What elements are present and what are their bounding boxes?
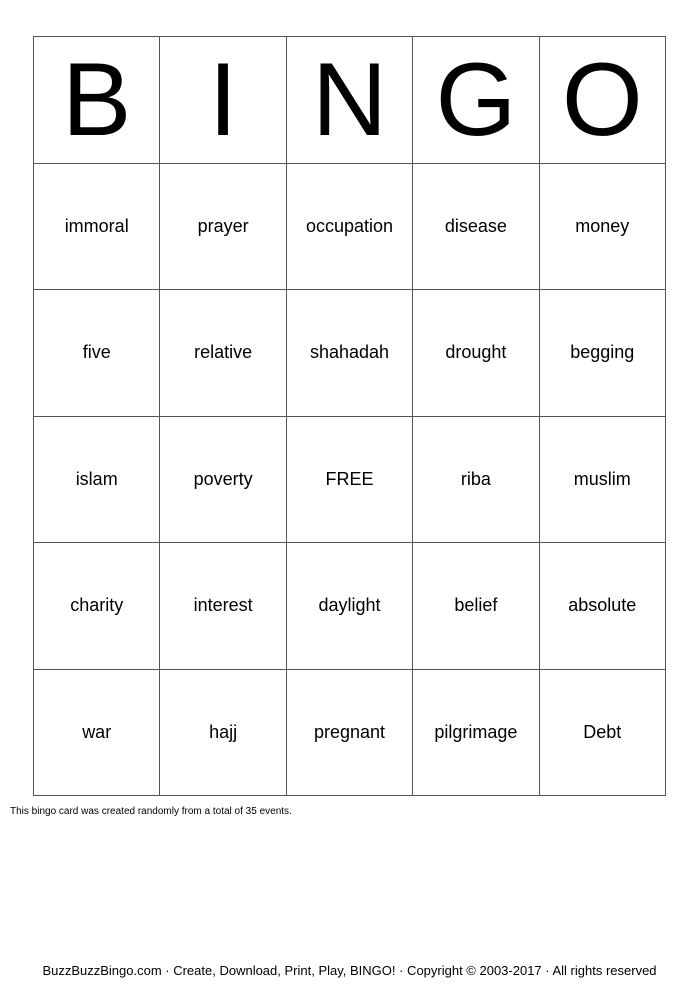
bingo-cell: disease: [413, 164, 539, 291]
bingo-cell: daylight: [287, 543, 413, 670]
bingo-card: [33, 36, 666, 796]
footer-copyright: BuzzBuzzBingo.com · Create, Download, Print, Play, BINGO! · Copyright © 2003-2017 · All rights reserved: [42, 963, 657, 978]
bingo-cell: charity: [34, 543, 160, 670]
bingo-cell: pregnant: [287, 670, 413, 797]
bingo-cell: prayer: [160, 164, 286, 291]
bingo-cell: money: [540, 164, 666, 291]
header-b: B: [34, 37, 160, 164]
bingo-cell: occupation: [287, 164, 413, 291]
bingo-cell: pilgrimage: [413, 670, 539, 797]
header-n: N: [287, 37, 413, 164]
bingo-cell: Debt: [540, 670, 666, 797]
bingo-cell: poverty: [160, 417, 286, 544]
bingo-cell: interest: [160, 543, 286, 670]
header-g: G: [413, 37, 539, 164]
bingo-cell: immoral: [34, 164, 160, 291]
generation-note: This bingo card was created randomly from a total of 35 events.: [10, 806, 292, 817]
header-i: I: [160, 37, 286, 164]
bingo-cell: relative: [160, 290, 286, 417]
bingo-cell: shahadah: [287, 290, 413, 417]
bingo-cell: islam: [34, 417, 160, 544]
bingo-cell: riba: [413, 417, 539, 544]
bingo-cell: hajj: [160, 670, 286, 797]
bingo-cell: drought: [413, 290, 539, 417]
free-space-cell: FREE: [287, 417, 413, 544]
bingo-cell: war: [34, 670, 160, 797]
bingo-cell: begging: [540, 290, 666, 417]
bingo-cell: five: [34, 290, 160, 417]
header-o: O: [540, 37, 666, 164]
bingo-cell: belief: [413, 543, 539, 670]
bingo-cell: muslim: [540, 417, 666, 544]
bingo-cell: absolute: [540, 543, 666, 670]
